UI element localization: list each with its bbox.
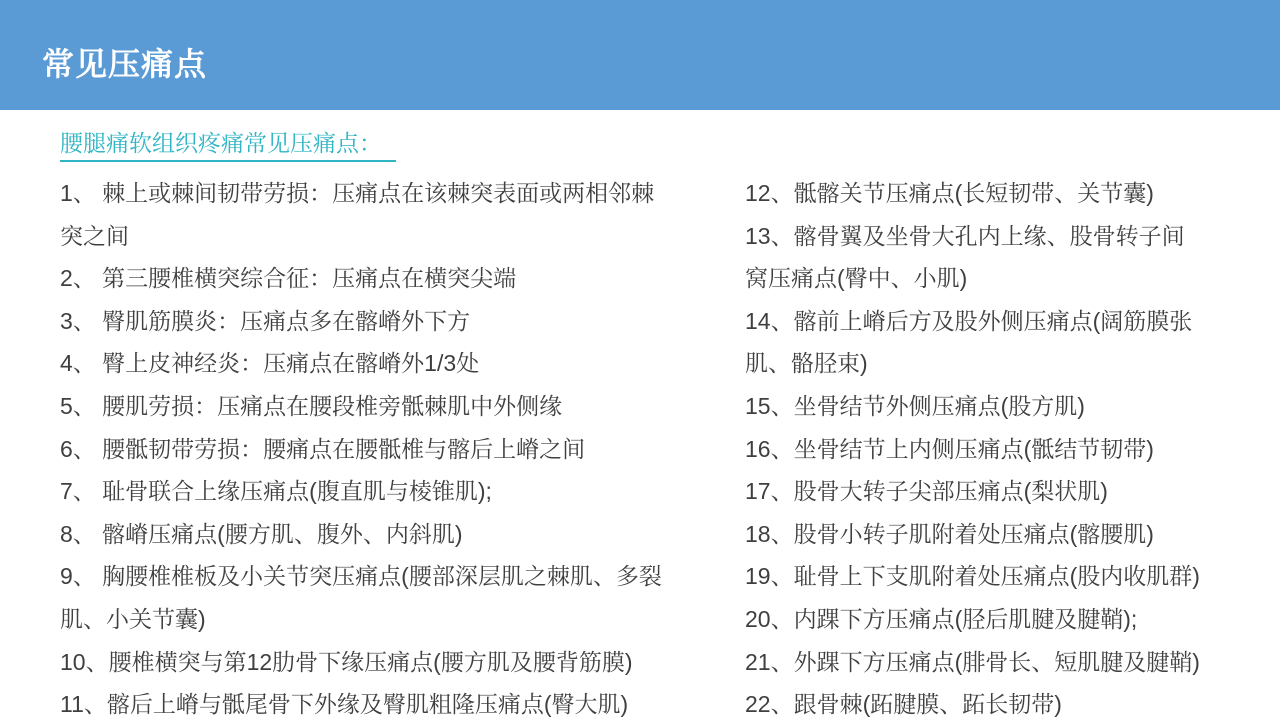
list-item: 4、 臀上皮神经炎：压痛点在髂嵴外1/3处: [60, 350, 480, 377]
list-item: 20、内踝下方压痛点(胫后肌腱及腱鞘);: [745, 605, 1138, 632]
section-heading: 腰腿痛软组织疼痛常见压痛点：: [60, 128, 396, 162]
list-item: 17、股骨大转子尖部压痛点(梨状肌): [745, 478, 1108, 505]
list-item: 15、坐骨结节外侧压痛点(股方肌): [745, 392, 1085, 419]
list-item: 2、 第三腰椎横突综合征：压痛点在横突尖端: [60, 265, 517, 292]
list-item: 3、 臀肌筋膜炎：压痛点多在髂嵴外下方: [60, 307, 471, 334]
slide-header: [0, 0, 1280, 110]
list-item: 1、 棘上或棘间韧带劳损：压痛点在该棘突表面或两相邻棘突之间: [60, 180, 655, 249]
left-column: [60, 172, 672, 720]
page-title: 常见压痛点: [42, 46, 208, 82]
list-item: 12、骶髂关节压痛点(长短韧带、关节囊): [745, 180, 1154, 206]
right-column: [745, 172, 1205, 720]
list-item: 9、 胸腰椎椎板及小关节突压痛点(腰部深层肌之棘肌、多裂肌、小关节囊): [60, 563, 662, 632]
list-item: 16、坐骨结节上内侧压痛点(骶结节韧带): [745, 435, 1154, 462]
list-item: 21、外踝下方压痛点(腓骨长、短肌腱及腱鞘): [745, 648, 1200, 675]
list-item: 19、耻骨上下支肌附着处压痛点(股内收肌群): [745, 563, 1200, 590]
list-item: 18、股骨小转子肌附着处压痛点(髂腰肌): [745, 520, 1154, 547]
list-item: 22、跟骨棘(跖腱膜、跖长韧带): [745, 691, 1062, 718]
list-item: 13、髂骨翼及坐骨大孔内上缘、股骨转子间窝压痛点(臀中、小肌): [745, 222, 1185, 292]
list-item: 5、 腰肌劳损：压痛点在腰段椎旁骶棘肌中外侧缘: [60, 392, 563, 419]
list-item: 7、 耻骨联合上缘压痛点(腹直肌与棱锥肌);: [60, 478, 492, 505]
list-item: 11、髂后上嵴与骶尾骨下外缘及臀肌粗隆压痛点(臀大肌): [60, 691, 629, 718]
list-item: 10、腰椎横突与第12肋骨下缘压痛点(腰方肌及腰背筋膜): [60, 648, 633, 675]
list-item: 6、 腰骶韧带劳损：腰痛点在腰骶椎与髂后上嵴之间: [60, 435, 586, 462]
two-column-list: [60, 172, 1280, 720]
list-item: 8、 髂嵴压痛点(腰方肌、腹外、内斜肌): [60, 520, 463, 547]
list-item: 14、髂前上嵴后方及股外侧压痛点(阔筋膜张肌、骼胫束): [745, 307, 1193, 377]
slide-body: [0, 110, 1280, 720]
